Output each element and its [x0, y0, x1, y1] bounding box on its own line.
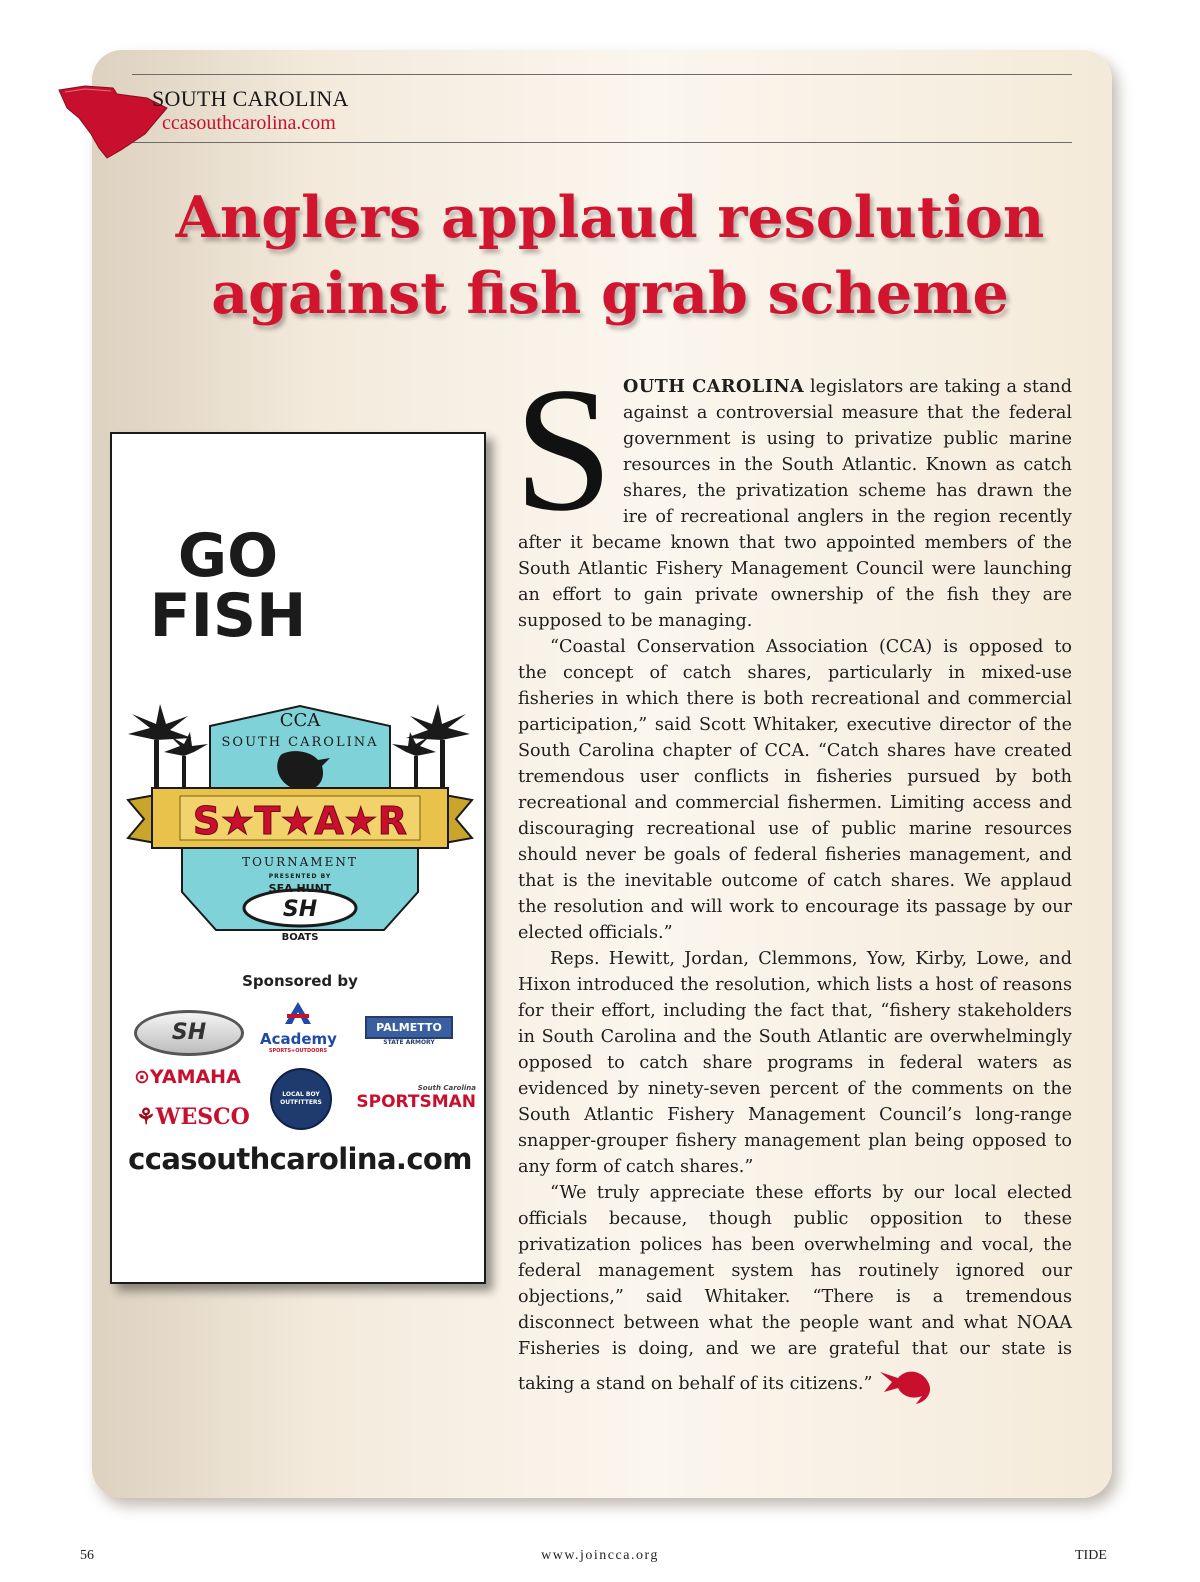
academy-a-icon	[283, 1000, 313, 1026]
footer-magazine-name: TIDE	[1075, 1548, 1107, 1563]
sponsor-sea-hunt-logo: SH	[134, 1010, 244, 1056]
footer-website[interactable]: www.joincca.org	[541, 1548, 659, 1563]
wesco-name: WESCO	[155, 1104, 250, 1130]
sponsor-local-boy-logo	[270, 1068, 332, 1130]
drop-cap: S	[514, 350, 613, 548]
yamaha-name: YAMAHA	[149, 1066, 241, 1088]
badge-boats-bottom-text: BOATS	[281, 932, 319, 943]
header-rule-bottom	[132, 142, 1072, 143]
palmetto-subtitle: STATE ARMORY	[383, 1039, 435, 1046]
badge-boats-top-text: SEA HUNT	[268, 882, 332, 895]
local-boy-name: LOCAL BOY OUTFITTERS	[280, 1091, 322, 1106]
sponsor-wesco-logo	[136, 1104, 250, 1130]
badge-tournament-text: TOURNAMENT	[242, 855, 358, 869]
sportsman-name: SPORTSMAN	[356, 1092, 476, 1112]
badge-state-text: SOUTH CAROLINA	[221, 735, 379, 750]
star-tournament-badge-logo	[122, 696, 478, 956]
sportsman-top: South Carolina	[417, 1084, 476, 1092]
article-paragraph-3: Reps. Hewitt, Jordan, Clemmons, Yow, Kirby, Lowe, and Hixon introduced the resolution, which lists a host of reasons for their effort, including the fact that, “fishery stakeholders in South Carolina and the South Atlantic are overwhelmingly opposed to catch share programs in federal waters as evidenced by ninety-seven percent of the comments on the South Atlantic Fishery Management Council’s long-range snapper-grouper fishery management plan being opposed to any form of catch shares.”	[518, 949, 1072, 1177]
sponsor-palmetto-logo	[364, 1006, 454, 1052]
article-lead-in: OUTH CAROLINA	[623, 376, 805, 397]
section-website-link[interactable]: ccasouthcarolina.com	[162, 112, 336, 134]
badge-cca-text: CCA	[279, 710, 321, 731]
academy-subtitle: SPORTS+OUTDOORS	[268, 1048, 328, 1054]
ad-fish-text: FISH	[149, 581, 307, 651]
article-paragraph-1-text: legislators are taking a stand against a controversial measure that the federal government is using to privatize public marine resources in the South Atlantic. Known as catch shares, the privatization scheme has drawn the ire of recreational anglers in the region recently after it became known that two appointed members of the South Atlantic Fishery Management Council were launching an effort to gain private ownership of the fish they are supposed to be managing.	[518, 377, 1073, 631]
section-state-name: SOUTH CAROLINA	[152, 86, 349, 111]
headline	[110, 180, 1110, 332]
advertisement[interactable]	[110, 432, 486, 1284]
sponsor-academy-logo	[260, 1000, 336, 1054]
badge-star-text: S★T★A★R	[192, 799, 408, 843]
yamaha-emblem-icon: ⊙	[134, 1066, 150, 1088]
article-paragraph-4	[518, 1180, 1072, 1406]
ad-go-text: GO	[177, 521, 279, 591]
redfish-end-mark-icon	[878, 1362, 936, 1406]
academy-name: Academy	[260, 1030, 337, 1048]
sponsored-by-label: Sponsored by	[242, 972, 358, 990]
headline-line-1: Anglers applaud resolution	[175, 184, 1045, 251]
header-rule-top	[132, 74, 1072, 75]
headline-line-2: against fish grab scheme	[211, 260, 1009, 327]
palmetto-name: PALMETTO	[365, 1016, 453, 1039]
article-paragraph-4-text: “We truly appreciate these efforts by our local elected officials because, though public opposition to these privatization polices has been overwhelming and vocal, the federal management system has routinely ignored our objections,” said Whitaker. “There is a tremendous disconnect between what the people want and what NOAA Fisheries is doing, and we are grateful that our state is taking a stand on behalf of its citizens.”	[518, 1183, 1072, 1394]
article-paragraph-2: “Coastal Conservation Association (CCA) is opposed to the concept of catch shares, particularly in mixed-use fisheries in which there is both recreational and commercial participation,” said Scott Whitaker, executive director of the South Carolina chapter of CCA. “Catch shares have created tremendous user conflicts in fisheries pursued by both recreational and commercial fishermen. Limiting access and discouraging recreational use of public marine resources should never be goals of federal fisheries management, and that is the inevitable outcome of catch shares. We applaud the resolution and will work to encourage its passage by our elected officials.”	[518, 637, 1072, 943]
article-body	[514, 350, 1073, 1406]
ad-website-url[interactable]: ccasouthcarolina.com	[128, 1142, 472, 1176]
article-paragraph-1	[514, 350, 1073, 634]
palm-tree-icon: ⚘	[136, 1104, 156, 1130]
sponsor-yamaha-logo	[134, 1066, 241, 1088]
footer-page-number: 56	[80, 1548, 94, 1563]
badge-boats-mark-text: SH	[282, 897, 318, 922]
badge-presented-by-text: PRESENTED BY	[268, 873, 332, 880]
sponsor-sportsman-logo	[346, 1084, 476, 1112]
